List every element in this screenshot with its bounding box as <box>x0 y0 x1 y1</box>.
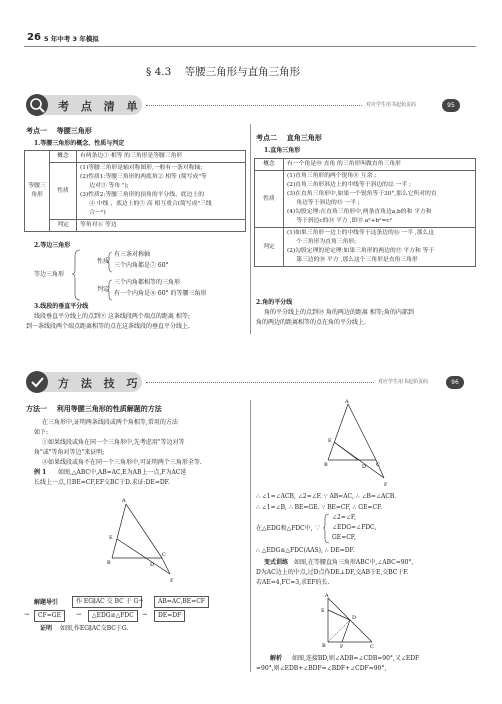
banner-fangfa-title: 方 法 技 巧 <box>58 377 142 390</box>
svg-text:D: D <box>150 562 155 568</box>
kaodian1-sub2: 2.等边三角形 <box>34 242 71 249</box>
method1-title: 方法一 利用等腰三角形的性质解题的方法 <box>26 405 162 413</box>
flow-step: DE=DF <box>154 610 185 622</box>
method1-para: ②如果线段或角不在同一个三角形中,可证明两个三角形全等. <box>42 459 202 466</box>
arrow-icon: → <box>76 611 82 618</box>
row-label: 性质 <box>50 163 77 220</box>
row-text: 有一个角是⑩ 直角 的三角形叫做直角三角形 <box>284 159 476 171</box>
kaodian1-title: 考点一 等腰三角形 <box>26 127 92 135</box>
svg-text:C: C <box>162 552 166 558</box>
angle-text-1: 角的平分线上的点到⑲ 角的两边的距离 相等;角的内部到 <box>264 309 414 316</box>
search-icon <box>26 94 48 116</box>
method1-para: 如下: <box>34 429 49 436</box>
book-title: 5 年中考 3 年模拟 <box>44 35 99 43</box>
svg-text:B: B <box>324 462 328 468</box>
kaodian2-sub2: 2.角的平分线 <box>256 299 293 306</box>
brace-line: ∠2=∠F, <box>332 514 357 521</box>
arrow-icon: → <box>24 611 30 618</box>
column-divider-top <box>250 124 251 334</box>
kaodian1-sub1: 1.等腰三角形的概念、性质与判定 <box>34 140 125 147</box>
svg-text:E: E <box>321 608 325 614</box>
brace-line: GE=CF, <box>332 534 356 541</box>
row-label: 概念 <box>255 159 284 171</box>
proof-label: 证明 <box>40 625 53 632</box>
svg-text:B: B <box>107 560 111 566</box>
svg-text:A: A <box>122 498 126 504</box>
row-lines: (1)直角三角形的两个锐角⑪ 互余 ; (2)直角三角形斜边上的中线等于斜边的⑫ 一半 ; (3)在直角三角形中,如果一个锐角等于30°,那么它所对的直 角边等于斜边的⑬ 一半 ; (4)勾股定理:在直角三角形中,两条直角边a,b的和 平方和 等于斜边c的⑭ 平方 ,即⑮ a²+b²=c² <box>284 171 476 228</box>
example-line: 长线上一点,且BE=CF,EF交BC于D.求证:DE=DF. <box>34 479 170 486</box>
kaodian1-sub3: 3.线段的垂直平分线 <box>34 303 89 310</box>
brace-icon <box>322 513 330 545</box>
kaodian2-title: 考点二 直角三角形 <box>256 134 322 142</box>
angle-text-2: 角的两边的距离相等的点在角的平分线上. <box>256 319 366 326</box>
proof-line: 在△EDG和△FDC中, ∵ <box>256 525 321 532</box>
analysis-line: 如图,连接BD,则∠ADB=∠CDB=90°,又∠EDF <box>292 655 420 662</box>
flow-step: 作 EG∥AC 交 BC 于 G <box>72 596 142 608</box>
isosceles-table <box>24 150 246 232</box>
variant-line: 如图,在等腰直角三角形ABC中,∠ABC=90°, <box>294 559 414 566</box>
kaodian2-sub1: 1.直角三角形 <box>264 147 301 154</box>
banner-fangfa-page: 96 <box>446 376 464 389</box>
svg-text:D: D <box>362 464 367 470</box>
svg-text:C: C <box>370 644 374 648</box>
analysis-label: 解析 <box>270 655 283 662</box>
svg-text:F: F <box>340 644 344 648</box>
figure-proof <box>318 398 398 488</box>
svg-text:F: F <box>384 482 388 488</box>
banner-fangfa-note: 对应学生用书起始页码 <box>378 379 429 385</box>
row-label: 性质 <box>255 171 284 228</box>
svg-text:B: B <box>322 643 326 648</box>
variant-line: 若AE=4,FC=3,求EF的长. <box>256 579 330 586</box>
row-label: 判定 <box>50 220 77 232</box>
banner-kaodian-title: 考 点 清 单 <box>58 100 142 113</box>
svg-text:D: D <box>352 615 357 621</box>
svg-text:E: E <box>109 535 113 541</box>
row-text: 等角对⑥ 等边 <box>77 220 246 232</box>
row-label: 概念 <box>50 151 77 163</box>
header-rule <box>24 46 476 47</box>
method1-para: ①如果线段或角在同一个三角形中,先考虑用"等边对等 <box>42 439 185 446</box>
check-icon <box>26 371 48 393</box>
example-label: 例 1 <box>34 469 47 476</box>
method1-para: 角"或"等角对等边"来证明; <box>34 449 105 456</box>
page-number: 26 <box>27 32 41 43</box>
figure-variant <box>318 592 378 648</box>
figure-example1 <box>100 494 180 584</box>
banner-kaodian-page: 95 <box>442 99 460 112</box>
analysis-line: =90°,则∠EDB+∠BDF=∠BDF+∠CDF=90°, <box>256 665 387 672</box>
flow-step: AB=AC,BE=CF <box>154 596 209 608</box>
flow-step: △EDG≌△FDC <box>88 610 138 622</box>
svg-text:A: A <box>345 399 349 405</box>
right-triangle-table <box>254 158 476 267</box>
svg-text:A: A <box>325 593 329 599</box>
row-lines: (1)如果三角形一边上的中线等于这条边的⑯ 一半 ,那么这 个三角形为直角三角形; (2)勾股定理的逆定理:如果三角形的两边的⑰ 平方和 等于 第三边的⑱ 平方 ,那么这个三角形是直角三角形 <box>284 228 476 267</box>
proof-line: ∴ △EDG≌△FDC(AAS), ∴ DE=DF. <box>256 547 355 554</box>
variant-line: D为AC边上的中点,过D点作DE⊥DF,交AB于E,交BC于F. <box>256 569 409 576</box>
svg-text:C: C <box>376 462 380 468</box>
brace-line: ∠EDG=∠FDC, <box>332 524 377 531</box>
variant-label: 变式训练 <box>264 559 289 566</box>
proof-line: ∴ ∠1=∠B, ∴ BE=GE. ∵ BE=CF, ∴ GE=CF. <box>256 504 383 511</box>
guide-label: 解题导引 <box>34 599 59 606</box>
row-label: 判定 <box>255 228 284 267</box>
row-header: 等腰三角形 <box>25 151 50 232</box>
flow-step: CF=GE <box>34 610 65 622</box>
arrow-icon: → <box>142 611 148 618</box>
proof-text: 如图,作EG∥AC交BC于G. <box>60 625 129 632</box>
row-text: 有两条边① 相等 的三角形是等腰三角形 <box>77 151 246 163</box>
perp-text-2: 到一条线段两个端点距离相等的点在这条线段的垂直平分线上. <box>26 323 190 330</box>
perp-text-1: 线段垂直平分线上的点到⑨ 这条线段两个端点的距离 相等; <box>34 313 190 320</box>
example-line: 如图,△ABC中,AB=AC,E为AB上一点,F为AC延 <box>58 469 187 476</box>
method1-para: 在三角形中,证明两条线段或两个角相等,常用的方法 <box>42 419 178 426</box>
svg-text:F: F <box>170 578 174 584</box>
section-title: § 4.3 等腰三角形与直角三角形 <box>146 66 301 78</box>
svg-text:E: E <box>328 438 332 444</box>
arrow-icon: → <box>138 597 144 604</box>
row-lines: (1)等腰三角形是轴对称图形,一般有一条对称轴; (2)性质1:等腰三角形的两底角② 相等 (简写成"等 边对③ 等角 "); (3)性质2:等腰三角形的顶角的平分线、底边上的 ④ 中线 、底边上的⑤ 高 相互重合(简写成"三线 合一") <box>77 163 246 220</box>
banner-kaodian-note: 对应学生用书起始页码 <box>366 102 417 108</box>
proof-line: ∴ ∠1=∠ACB, ∠2=∠F. ∵ AB=AC, ∴ ∠B=∠ACB. <box>256 493 397 500</box>
column-divider-bottom <box>250 400 251 672</box>
